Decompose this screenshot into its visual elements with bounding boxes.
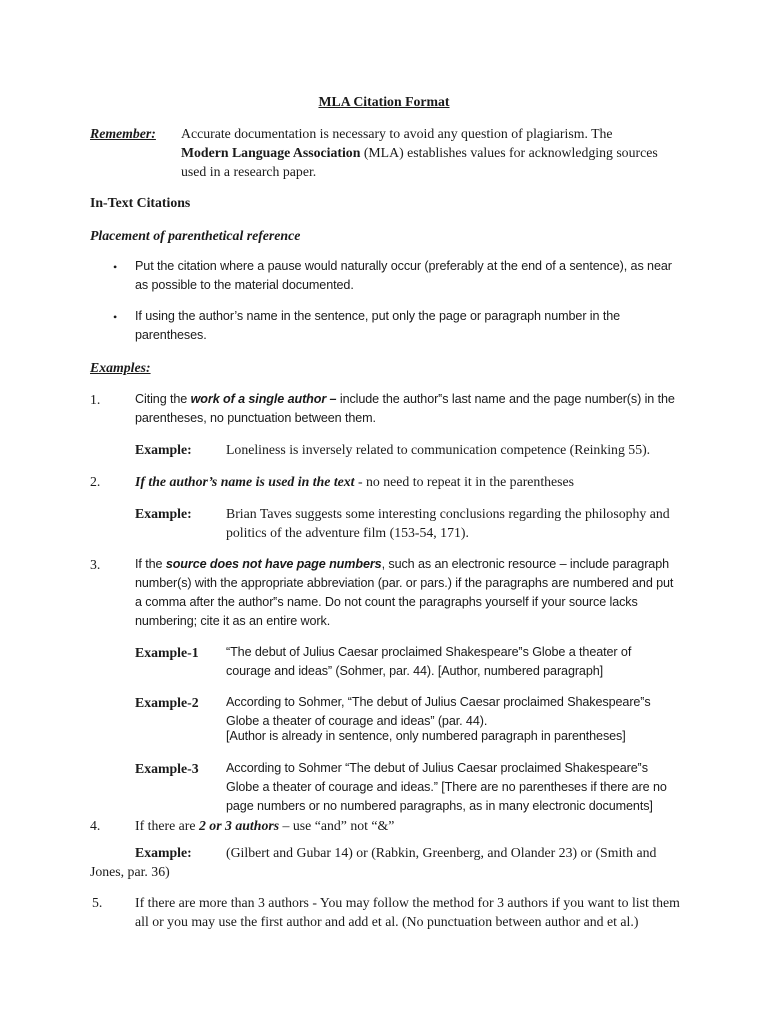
section-heading-in-text: In-Text Citations	[90, 195, 191, 210]
list-number: 3.	[90, 557, 101, 572]
remember-text	[181, 124, 661, 181]
subheading-placement: Placement of parenthetical reference	[90, 228, 301, 243]
list-item-text	[135, 390, 677, 428]
example-text: (Gilbert and Gubar 14) or (Rabkin, Greenberg, and Olander 23) or (Smith and	[226, 845, 657, 860]
bullet-item: If using the author’s name in the sentence, put only the page or paragraph number in the parentheses.	[135, 309, 621, 342]
example-text: Loneliness is inversely related to communication competence (Reinking 55).	[226, 442, 651, 457]
list-number: 5.	[92, 895, 103, 910]
item-text-part: Citing the	[135, 392, 191, 406]
example-text: “The debut of Julius Caesar proclaimed Shakespeare‟s Globe a theater of courage and ideas” (Sohmer, par. 44). [Author, numbered paragraph]	[226, 645, 632, 678]
example-text-continued: Jones, par. 36)	[90, 864, 170, 879]
example-text: According to Sohmer, “The debut of Julius Caesar proclaimed Shakespeare‟s Globe a theater of courage and ideas” (par. 44).	[226, 695, 651, 728]
example-text: Brian Taves suggests some interesting conclusions regarding the philosophy and politics of the adventure film (153-54, 171).	[226, 506, 670, 540]
example-label: Example-1	[135, 645, 199, 660]
list-item-text	[135, 555, 677, 631]
example-label: Example-3	[135, 761, 199, 776]
examples-heading: Examples:	[90, 360, 151, 375]
example-label: Example:	[135, 442, 192, 457]
remember-text-part2: (MLA) establishes values for acknowledging sources used in a research paper.	[181, 145, 658, 179]
item-emphasis: source does not have page numbers	[165, 557, 382, 571]
bullet-marker: •	[113, 260, 118, 274]
item-text-part: If there are	[135, 818, 199, 833]
list-item-text	[135, 472, 677, 491]
item-text-part: include the author‟s last name and the page number(s) in the parentheses, no punctuation between them.	[135, 392, 675, 425]
example-label: Example-2	[135, 695, 199, 710]
item-emphasis: If the author’s name is used in the text	[135, 474, 355, 489]
list-item-text: If there are more than 3 authors - You may follow the method for 3 authors if you want to list them all or you may use the first author and add et al. (No punctuation between author and et al.)	[135, 895, 680, 929]
remember-text-bold: Modern Language Association	[181, 145, 361, 160]
list-number: 2.	[90, 474, 101, 489]
example-label: Example:	[135, 506, 192, 521]
list-number: 1.	[90, 392, 101, 407]
remember-label: Remember:	[90, 126, 156, 141]
example-text: According to Sohmer “The debut of Julius Caesar proclaimed Shakespeare‟s Globe a theater of courage and ideas.” [There are no parentheses if there are no page numbers or no numbered paragraphs, as in many electronic documents]	[226, 761, 667, 813]
page-title: MLA Citation Format	[318, 94, 450, 109]
bullet-marker: •	[113, 310, 118, 324]
item-emphasis: 2 or 3 authors	[198, 818, 280, 833]
item-text-part: - no need to repeat it in the parentheses	[354, 474, 575, 489]
list-item-text	[135, 816, 677, 835]
item-text-part: – use “and” not “&”	[279, 818, 395, 833]
item-text-part: If the	[135, 557, 166, 571]
remember-text-part1: Accurate documentation is necessary to avoid any question of plagiarism. The	[181, 126, 613, 141]
example-note: [Author is already in sentence, only numbered paragraph in parentheses]	[226, 729, 626, 743]
example-label: Example:	[135, 845, 192, 860]
list-number: 4.	[90, 818, 101, 833]
item-text-part: , such as an electronic resource – include paragraph number(s) with the appropriate abbreviation (par. or pars.) if the paragraphs are numbered and put a comma after the author‟s name. Do not count the paragraphs yourself if your source lacks numbering; cite it as an entire work.	[135, 557, 674, 628]
item-emphasis: work of a single author –	[190, 392, 337, 406]
bullet-item: Put the citation where a pause would naturally occur (preferably at the end of a sentence), as near as possible to the material documented.	[135, 259, 672, 292]
